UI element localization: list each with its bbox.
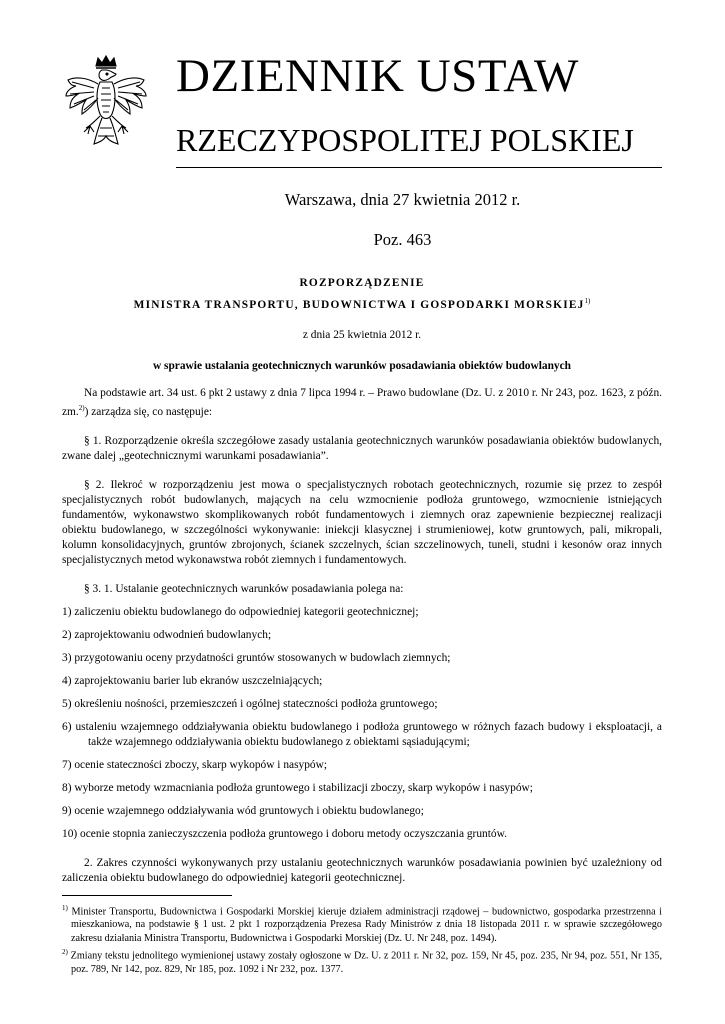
list-item-text: ocenie wzajemnego oddziaływania wód gruntowych i obiektu budowlanego;: [74, 804, 424, 817]
list-item: [62, 651, 662, 666]
list-item-number: 6): [62, 720, 72, 733]
footnote-text: Zmiany tekstu jednolitego wymienionej ustawy zostały ogłoszone w Dz. U. z 2011 r. Nr 32, poz. 159, Nr 45, poz. 235, Nr 94, poz. 551, Nr 135, poz. 789, Nr 142, poz. 829, Nr 185, poz. 1092 i Nr 232, poz. 1377.: [70, 950, 662, 975]
section-2: § 2. Ilekroć w rozporządzeniu jest mowa o specjalistycznych robotach geotechnicznych, rozumie się przez to zespół specjalistycznych robót budowlanych, mających na celu wzmocnienie podłoża gruntowego, wzmocnienie istniejących fundamentów, wykonawstwo skomplikowanych robót fundamentowych i ziemnych oraz zapewnienie bezpiecznej realizacji obiektu budowlanego, w szczególności wykonywanie: iniekcji klasycznej i strumieniowej, kotw gruntowych, pali, mikropali, kolumn konsolidacyjnych, gruntów zbrojonych, ścianek szczelnych, ścian szczelinowych, tuneli, studni i kesonów oraz innych specjalistycznych metod wykonawstwa robót ziemnych i fundamentowych.: [62, 478, 662, 566]
list-item-text: zaprojektowaniu barier lub ekranów uszczelniających;: [74, 674, 323, 687]
list-item-number: 2): [62, 628, 72, 641]
act-subject: w sprawie ustalania geotechnicznych warunków posadawiania obiektów budowlanych: [152, 359, 572, 372]
section-3-paragraph-2: 2. Zakres czynności wykonywanych przy ustalaniu geotechnicznych warunków posadawiania powinien być uzależniony od zaliczenia obiektu budowlanego do odpowiedniej kategorii geotechnicznej.: [62, 856, 662, 884]
eagle-emblem-icon: [60, 52, 152, 152]
list-item-text: ocenie stateczności zboczy, skarp wykopów i nasypów;: [74, 758, 327, 771]
preamble-text-b: ) zarządza się, co następuje:: [84, 405, 213, 418]
footnote-separator: [62, 895, 232, 896]
footnote-ref-1: 1): [584, 297, 591, 305]
act-authority: [62, 294, 662, 313]
list-item-text: zaprojektowaniu odwodnień budowlanych;: [74, 628, 272, 641]
list-item-number: 5): [62, 697, 72, 710]
section-3-intro: § 3. 1. Ustalanie geotechnicznych warunków posadawiania polega na:: [84, 582, 404, 595]
list-item: [62, 697, 662, 712]
list-item-number: 8): [62, 781, 72, 794]
list-item: [62, 720, 662, 750]
list-item-number: 10): [62, 827, 78, 840]
footnote-2: [62, 946, 662, 976]
list-item-number: 9): [62, 804, 72, 817]
gazette-subtitle: RZECZYPOSPOLITEJ POLSKIEJ: [176, 122, 634, 158]
position-number: Poz. 463: [373, 230, 432, 249]
preamble-text-a: Na podstawie art. 34 ust. 6 pkt 2 ustawy z dnia 7 lipca 1994 r. – Prawo budowlane (Dz. U. z 2010 r. Nr 243, poz. 1623, z późn. zm.: [62, 386, 662, 418]
footnotes: [62, 902, 662, 977]
document-body: [62, 276, 662, 976]
list-item-text: przygotowaniu oceny przydatności gruntów stosowanych w budowlach ziemnych;: [74, 651, 451, 664]
list-item: [62, 827, 662, 842]
list-item: [62, 674, 662, 689]
act-type: ROZPORZĄDZENIE: [299, 277, 425, 289]
footnote-text: Minister Transportu, Budownictwa i Gospodarki Morskiej kieruje działem administracji rządowej – budownictwo, gospodarka przestrzenna i mieszkaniowa, na podstawie § 1 ust. 2 pkt 1 rozporządzenia Prezesa Rady Ministrów z dnia 18 listopada 2011 r. w sprawie szczegółowego zakresu działania Ministra Transportu, Budownictwa i Gospodarki Morskiej (Dz. U. Nr 248, poz. 1494).: [71, 905, 663, 944]
list-item: [62, 758, 662, 773]
footnote-1: [62, 902, 662, 946]
publication-place-date: Warszawa, dnia 27 kwietnia 2012 r.: [284, 190, 521, 209]
footnote-ref-2: 2): [78, 403, 85, 412]
list-item-text: określeniu nośności, przemieszczeń i ogólnej stateczności podłoża gruntowego;: [74, 697, 438, 710]
list-item-text: wyborze metody wzmacniania podłoża gruntowego i stabilizacji zboczy, skarp wykopów i nasypów;: [74, 781, 533, 794]
list-item: [62, 804, 662, 819]
gazette-title: DZIENNIK USTAW: [176, 50, 579, 102]
list-item-number: 3): [62, 651, 72, 664]
list-item: [62, 605, 662, 620]
preamble: [62, 386, 662, 420]
list-item-number: 1): [62, 605, 72, 618]
act-date: z dnia 25 kwietnia 2012 r.: [302, 328, 422, 341]
list-item-text: zaliczeniu obiektu budowlanego do odpowiedniej kategorii geotechnicznej;: [74, 605, 419, 618]
section-1: § 1. Rozporządzenie określa szczegółowe zasady ustalania geotechnicznych warunków posadawiania obiektów budowlanych, zwane dalej „geotechnicznymi warunkami posadawiania”.: [62, 434, 662, 462]
list-item-number: 7): [62, 758, 72, 771]
list-item-text: ocenie stopnia zanieczyszczenia podłoża gruntowego i doboru metody oczyszczania gruntów.: [80, 827, 507, 840]
act-authority-text: MINISTRA TRANSPORTU, BUDOWNICTWA I GOSPODARKI MORSKIEJ: [133, 298, 585, 311]
list-item: [62, 628, 662, 643]
list-item-number: 4): [62, 674, 72, 687]
list-item-text: ustaleniu wzajemnego oddziaływania obiektu budowlanego i podłoża gruntowego w różnych fazach budowy i eksploatacji, a także wzajemnego oddziaływania obiektu budowlanego z obiektami sąsiadującymi;: [75, 720, 662, 748]
footnote-mark: 1): [62, 903, 68, 912]
masthead-rule: [176, 167, 662, 168]
footnote-mark: 2): [62, 948, 68, 957]
list-item: [62, 781, 662, 796]
